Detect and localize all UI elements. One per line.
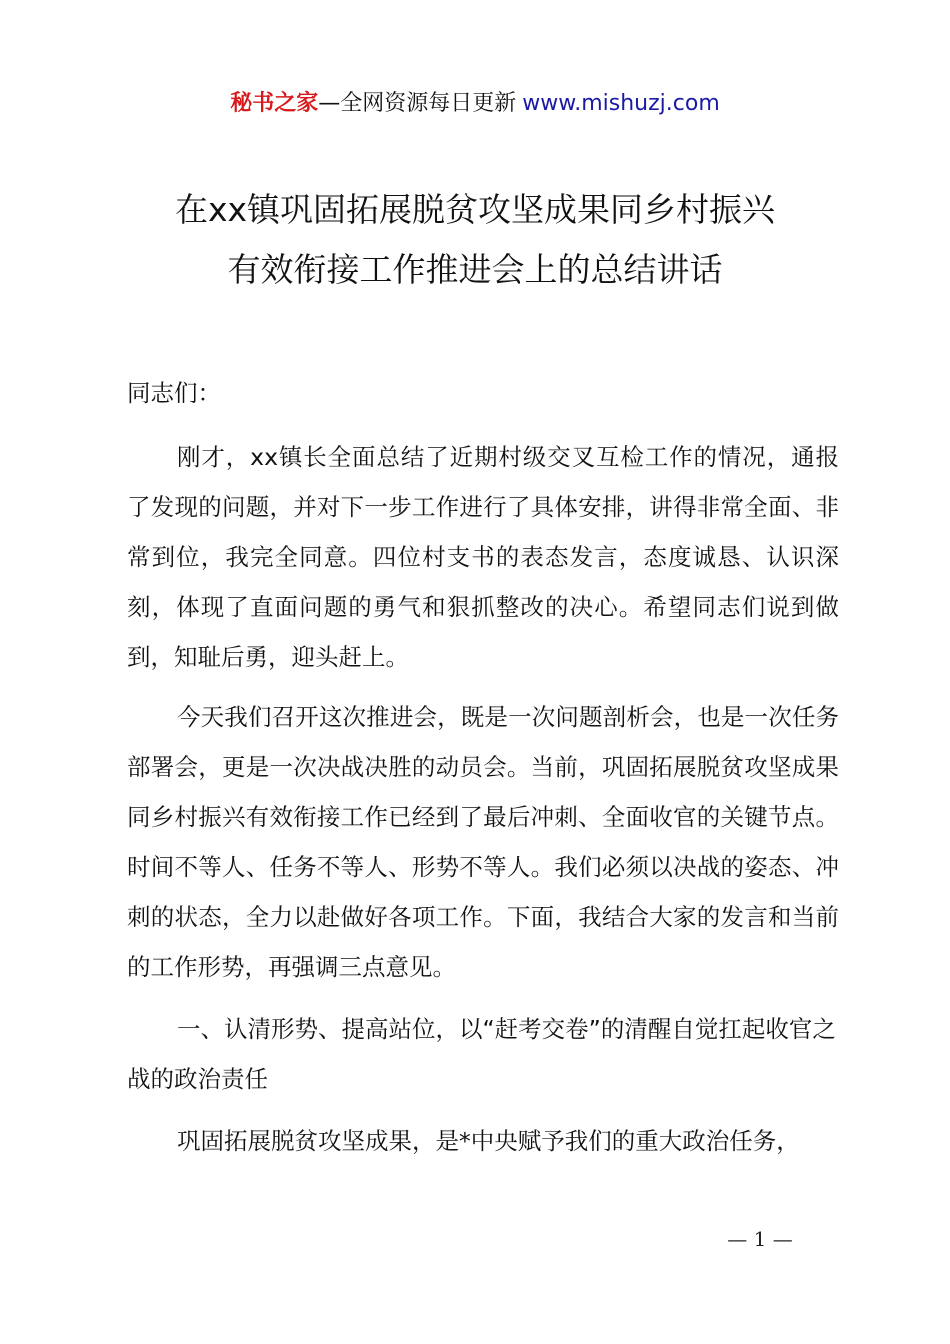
site-url-link[interactable]: www.mishuzj.com	[522, 91, 720, 116]
brand-name: 秘书之家	[230, 91, 319, 116]
title-line-2: 有效衔接工作推进会上的总结讲话	[227, 250, 723, 289]
document-title	[0, 180, 950, 300]
paragraph-3: 巩固拓展脱贫攻坚成果，是*中央赋予我们的重大政治任务，	[177, 1127, 800, 1155]
section-heading-1: 一、认清形势、提高站位，以“赶考交卷”的清醒自觉扛起收官之战的政治责任	[127, 1015, 836, 1093]
title-line-1: 在xx镇巩固拓展脱贫攻坚成果同乡村振兴	[174, 190, 776, 229]
paragraph-1: 刚才，xx镇长全面总结了近期村级交叉互检工作的情况，通报了发现的问题，并对下一步工作进行了具体安排，讲得非常全面、非常到位，我完全同意。四位村支书的表态发言，态度诚恳、认识深刻，体现了直面问题的勇气和狠抓整改的决心。希望同志们说到做到，知耻后勇，迎头赶上。	[127, 443, 839, 671]
header-tagline: —全网资源每日更新	[318, 91, 517, 116]
page-number: — 1 —	[727, 1227, 793, 1251]
paragraph-2: 今天我们召开这次推进会，既是一次问题剖析会，也是一次任务部署会，更是一次决战决胜的动员会。当前，巩固拓展脱贫攻坚成果同乡村振兴有效衔接工作已经到了最后冲刺、全面收官的关键节点。时间不等人、任务不等人、形势不等人。我们必须以决战的姿态、冲刺的状态，全力以赴做好各项工作。下面，我结合大家的发言和当前的工作形势，再强调三点意见。	[127, 703, 839, 981]
salutation: 同志们：	[127, 379, 221, 407]
site-header	[0, 88, 950, 120]
